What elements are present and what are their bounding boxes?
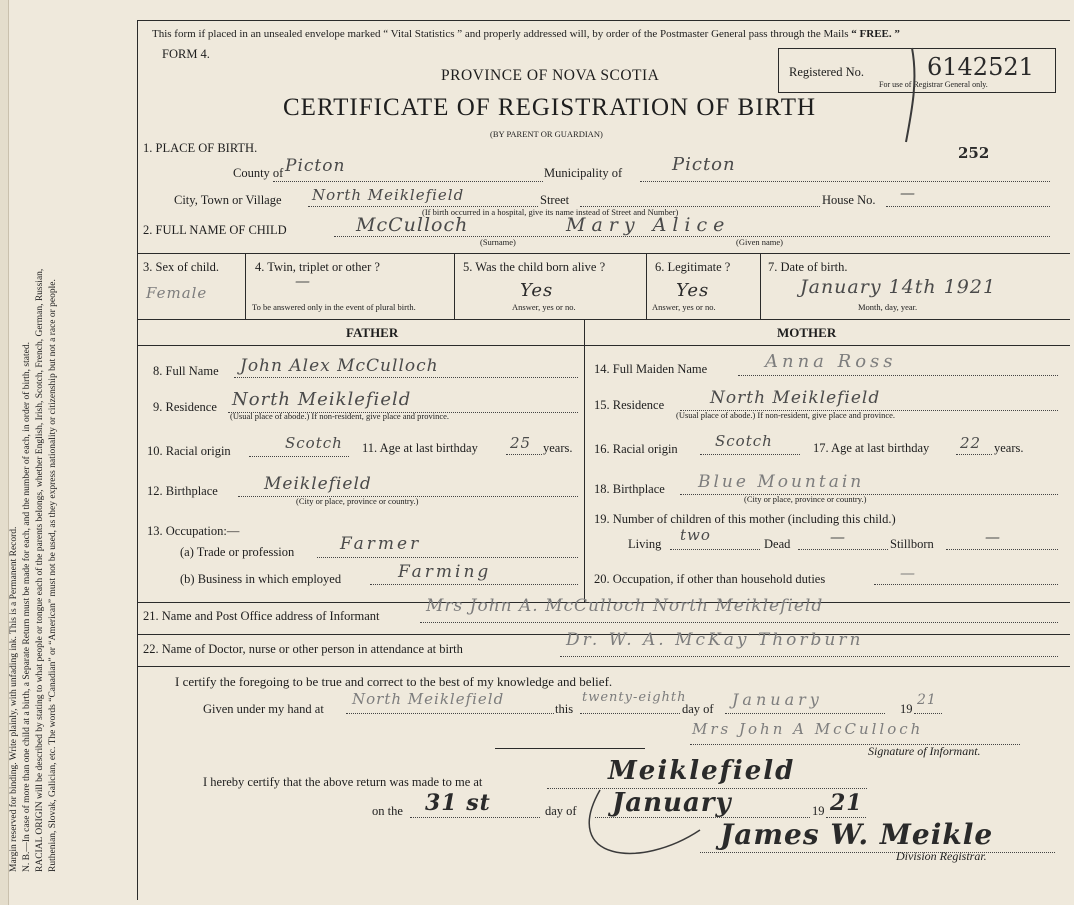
registrar-place: Meiklefield bbox=[608, 756, 796, 786]
twin-label: 4. Twin, triplet or other ? bbox=[255, 260, 380, 274]
province-heading: PROVINCE OF NOVA SCOTIA bbox=[441, 67, 660, 84]
city-value: North Meiklefield bbox=[312, 186, 465, 204]
trade-label: (a) Trade or profession bbox=[180, 545, 295, 559]
dead-value: — bbox=[830, 528, 846, 546]
birthdate-value: January 14th 1921 bbox=[800, 276, 997, 298]
municipality-value: Picton bbox=[672, 154, 736, 175]
notice-text: This form if placed in an unsealed envelope marked bbox=[152, 28, 381, 40]
surname-caption: (Surname) bbox=[480, 237, 516, 247]
child-name-label: 2. FULL NAME OF CHILD bbox=[143, 223, 287, 237]
children-count-label: 19. Number of children of this mother (including this child.) bbox=[594, 512, 896, 526]
mother-birthplace-label: 18. Birthplace bbox=[594, 482, 665, 496]
notice-free: “ FREE. ” bbox=[851, 28, 900, 40]
margin-line: Margin reserved for binding. Write plainly, with unfading ink. This is a Permanent Record. bbox=[9, 526, 19, 872]
father-age-value: 25 bbox=[510, 434, 532, 452]
sex-value: Female bbox=[146, 284, 208, 302]
father-heading: FATHER bbox=[346, 325, 399, 340]
trade-value: Farmer bbox=[340, 534, 422, 554]
mother-birthplace-note: (City or place, province or country.) bbox=[744, 494, 867, 504]
mother-residence-note: (Usual place of abode.) If non-resident, give place and province. bbox=[676, 410, 896, 420]
registered-label: Registered No. bbox=[789, 65, 864, 79]
notice-quoted: “ Vital Statistics ” bbox=[383, 28, 463, 40]
subtitle: (BY PARENT OR GUARDIAN) bbox=[490, 129, 603, 139]
registrar-caption: Division Registrar. bbox=[896, 849, 987, 863]
county-value: Picton bbox=[285, 156, 346, 176]
registered-number: 6142521 bbox=[927, 53, 1034, 81]
living-value: two bbox=[680, 526, 711, 544]
alive-note: Answer, yes or no. bbox=[512, 302, 576, 312]
house-label: House No. bbox=[822, 193, 876, 207]
mother-occupation-value: — bbox=[900, 564, 916, 582]
child-given-names: Mary Alice bbox=[566, 214, 731, 236]
pen-flourish-mark bbox=[589, 790, 700, 853]
mother-racial-label: 16. Racial origin bbox=[594, 442, 678, 456]
on-the-label: on the bbox=[372, 804, 403, 818]
twin-value: — bbox=[295, 272, 311, 290]
county-label: County of bbox=[233, 166, 284, 180]
year-prefix: 19 bbox=[900, 702, 913, 716]
birthdate-label: 7. Date of birth. bbox=[768, 260, 848, 274]
registrar-statement: I hereby certify that the above return was made to me at bbox=[203, 775, 483, 789]
registrar-month: January bbox=[612, 788, 732, 818]
father-name-value: John Alex McCulloch bbox=[240, 356, 439, 376]
house-value: — bbox=[900, 184, 916, 202]
pen-stroke-mark bbox=[906, 48, 914, 142]
this-label: this bbox=[555, 702, 574, 716]
business-value: Farming bbox=[398, 562, 492, 582]
mother-name-label: 14. Full Maiden Name bbox=[594, 362, 708, 376]
given-place: North Meiklefield bbox=[352, 690, 505, 708]
margin-line: N. B.—In case of more than one child at a birth, a Separate Return must be made for each, and the number of each, in order of birth, stated. bbox=[22, 342, 32, 872]
father-residence-label: 9. Residence bbox=[153, 400, 217, 414]
day-of-label: day of bbox=[682, 702, 714, 716]
registrar-day-of: day of bbox=[545, 804, 577, 818]
mother-birthplace-value: Blue Mountain bbox=[698, 472, 865, 492]
legitimate-label: 6. Legitimate ? bbox=[655, 260, 731, 274]
informant-signature-caption: Signature of Informant. bbox=[868, 744, 981, 758]
informant-label: 21. Name and Post Office address of Informant bbox=[143, 609, 380, 623]
mother-occupation-label: 20. Occupation, if other than household duties bbox=[594, 572, 826, 586]
father-residence-value: North Meiklefield bbox=[232, 389, 412, 410]
margin-line: Ruthenian, Slovak, Galician, etc. The words “Canadian” or “American” must not be used, as they express nationality or citizenship but not a race or people. bbox=[48, 279, 58, 872]
given-month: January bbox=[732, 690, 823, 709]
sex-label: 3. Sex of child. bbox=[143, 260, 220, 274]
attendant-value: Dr. W. A. McKay Thorburn bbox=[566, 630, 864, 650]
notice-text-2: and properly addressed will, by order of the Postmaster General pass through the Mails bbox=[464, 28, 849, 40]
father-residence-note: (Usual place of abode.) If non-resident, give place and province. bbox=[230, 411, 450, 421]
street-label: Street bbox=[540, 193, 570, 207]
municipality-label: Municipality of bbox=[544, 166, 623, 180]
living-label: Living bbox=[628, 537, 662, 551]
alive-label: 5. Was the child born alive ? bbox=[463, 260, 606, 274]
certification-statement: I certify the foregoing to be true and correct to the best of my knowledge and belief. bbox=[175, 674, 613, 689]
mother-age-label: 17. Age at last birthday bbox=[813, 441, 930, 455]
father-birthplace-note: (City or place, province or country.) bbox=[296, 496, 419, 506]
mother-heading: MOTHER bbox=[777, 325, 837, 340]
twin-note: To be answered only in the event of plural birth. bbox=[252, 302, 416, 312]
given-under-label: Given under my hand at bbox=[203, 702, 324, 716]
informant-signature: Mrs John A McCulloch bbox=[692, 720, 924, 738]
place-of-birth-label: 1. PLACE OF BIRTH. bbox=[143, 141, 258, 155]
registrar-day: 31 st bbox=[425, 790, 491, 816]
mother-name-value: Anna Ross bbox=[765, 351, 897, 372]
margin-line: RACIAL ORIGIN will be described by stating to what people or tongue each of the parents belongs, whether English, Irish, Scotch, French, German, Russian, bbox=[35, 268, 45, 872]
informant-value: Mrs John A. McCulloch North Meiklefield bbox=[426, 596, 824, 616]
child-surname: McCulloch bbox=[356, 214, 469, 236]
father-birthplace-value: Meiklefield bbox=[264, 474, 372, 494]
given-caption: (Given name) bbox=[736, 237, 783, 247]
city-label: City, Town or Village bbox=[174, 193, 282, 207]
legitimate-value: Yes bbox=[676, 280, 710, 301]
father-name-label: 8. Full Name bbox=[153, 364, 219, 378]
mother-residence-value: North Meiklefield bbox=[710, 388, 881, 408]
given-year: 21 bbox=[917, 692, 937, 708]
birthdate-note: Month, day, year. bbox=[858, 302, 918, 312]
father-occupation-label: 13. Occupation:— bbox=[147, 524, 240, 538]
registrar-year-prefix: 19 bbox=[812, 804, 825, 818]
mother-racial-value: Scotch bbox=[715, 432, 773, 450]
attendant-label: 22. Name of Doctor, nurse or other person in attendance at birth bbox=[143, 642, 463, 656]
father-birthplace-label: 12. Birthplace bbox=[147, 484, 218, 498]
father-racial-label: 10. Racial origin bbox=[147, 444, 231, 458]
registrar-signature: James W. Meikle bbox=[720, 818, 994, 851]
street-note: (If birth occurred in a hospital, give its name instead of Street and Number) bbox=[422, 207, 679, 217]
father-racial-value: Scotch bbox=[285, 434, 343, 452]
father-years: years. bbox=[543, 441, 573, 455]
given-day: twenty-eighth bbox=[582, 690, 687, 705]
page-title: CERTIFICATE OF REGISTRATION OF BIRTH bbox=[283, 94, 817, 121]
mother-years: years. bbox=[994, 441, 1024, 455]
alive-value: Yes bbox=[520, 280, 554, 301]
registrar-note: For use of Registrar General only. bbox=[879, 80, 988, 89]
stillborn-label: Stillborn bbox=[890, 537, 934, 551]
corner-number: 252 bbox=[958, 144, 990, 162]
form-number: FORM 4. bbox=[162, 47, 210, 61]
mother-age-value: 22 bbox=[960, 434, 982, 452]
father-age-label: 11. Age at last birthday bbox=[362, 441, 478, 455]
dead-label: Dead bbox=[764, 537, 791, 551]
registrar-year: 21 bbox=[830, 790, 863, 816]
mother-residence-label: 15. Residence bbox=[594, 398, 665, 412]
legitimate-note: Answer, yes or no. bbox=[652, 302, 716, 312]
stillborn-value: — bbox=[985, 528, 1001, 546]
business-label: (b) Business in which employed bbox=[180, 572, 342, 586]
